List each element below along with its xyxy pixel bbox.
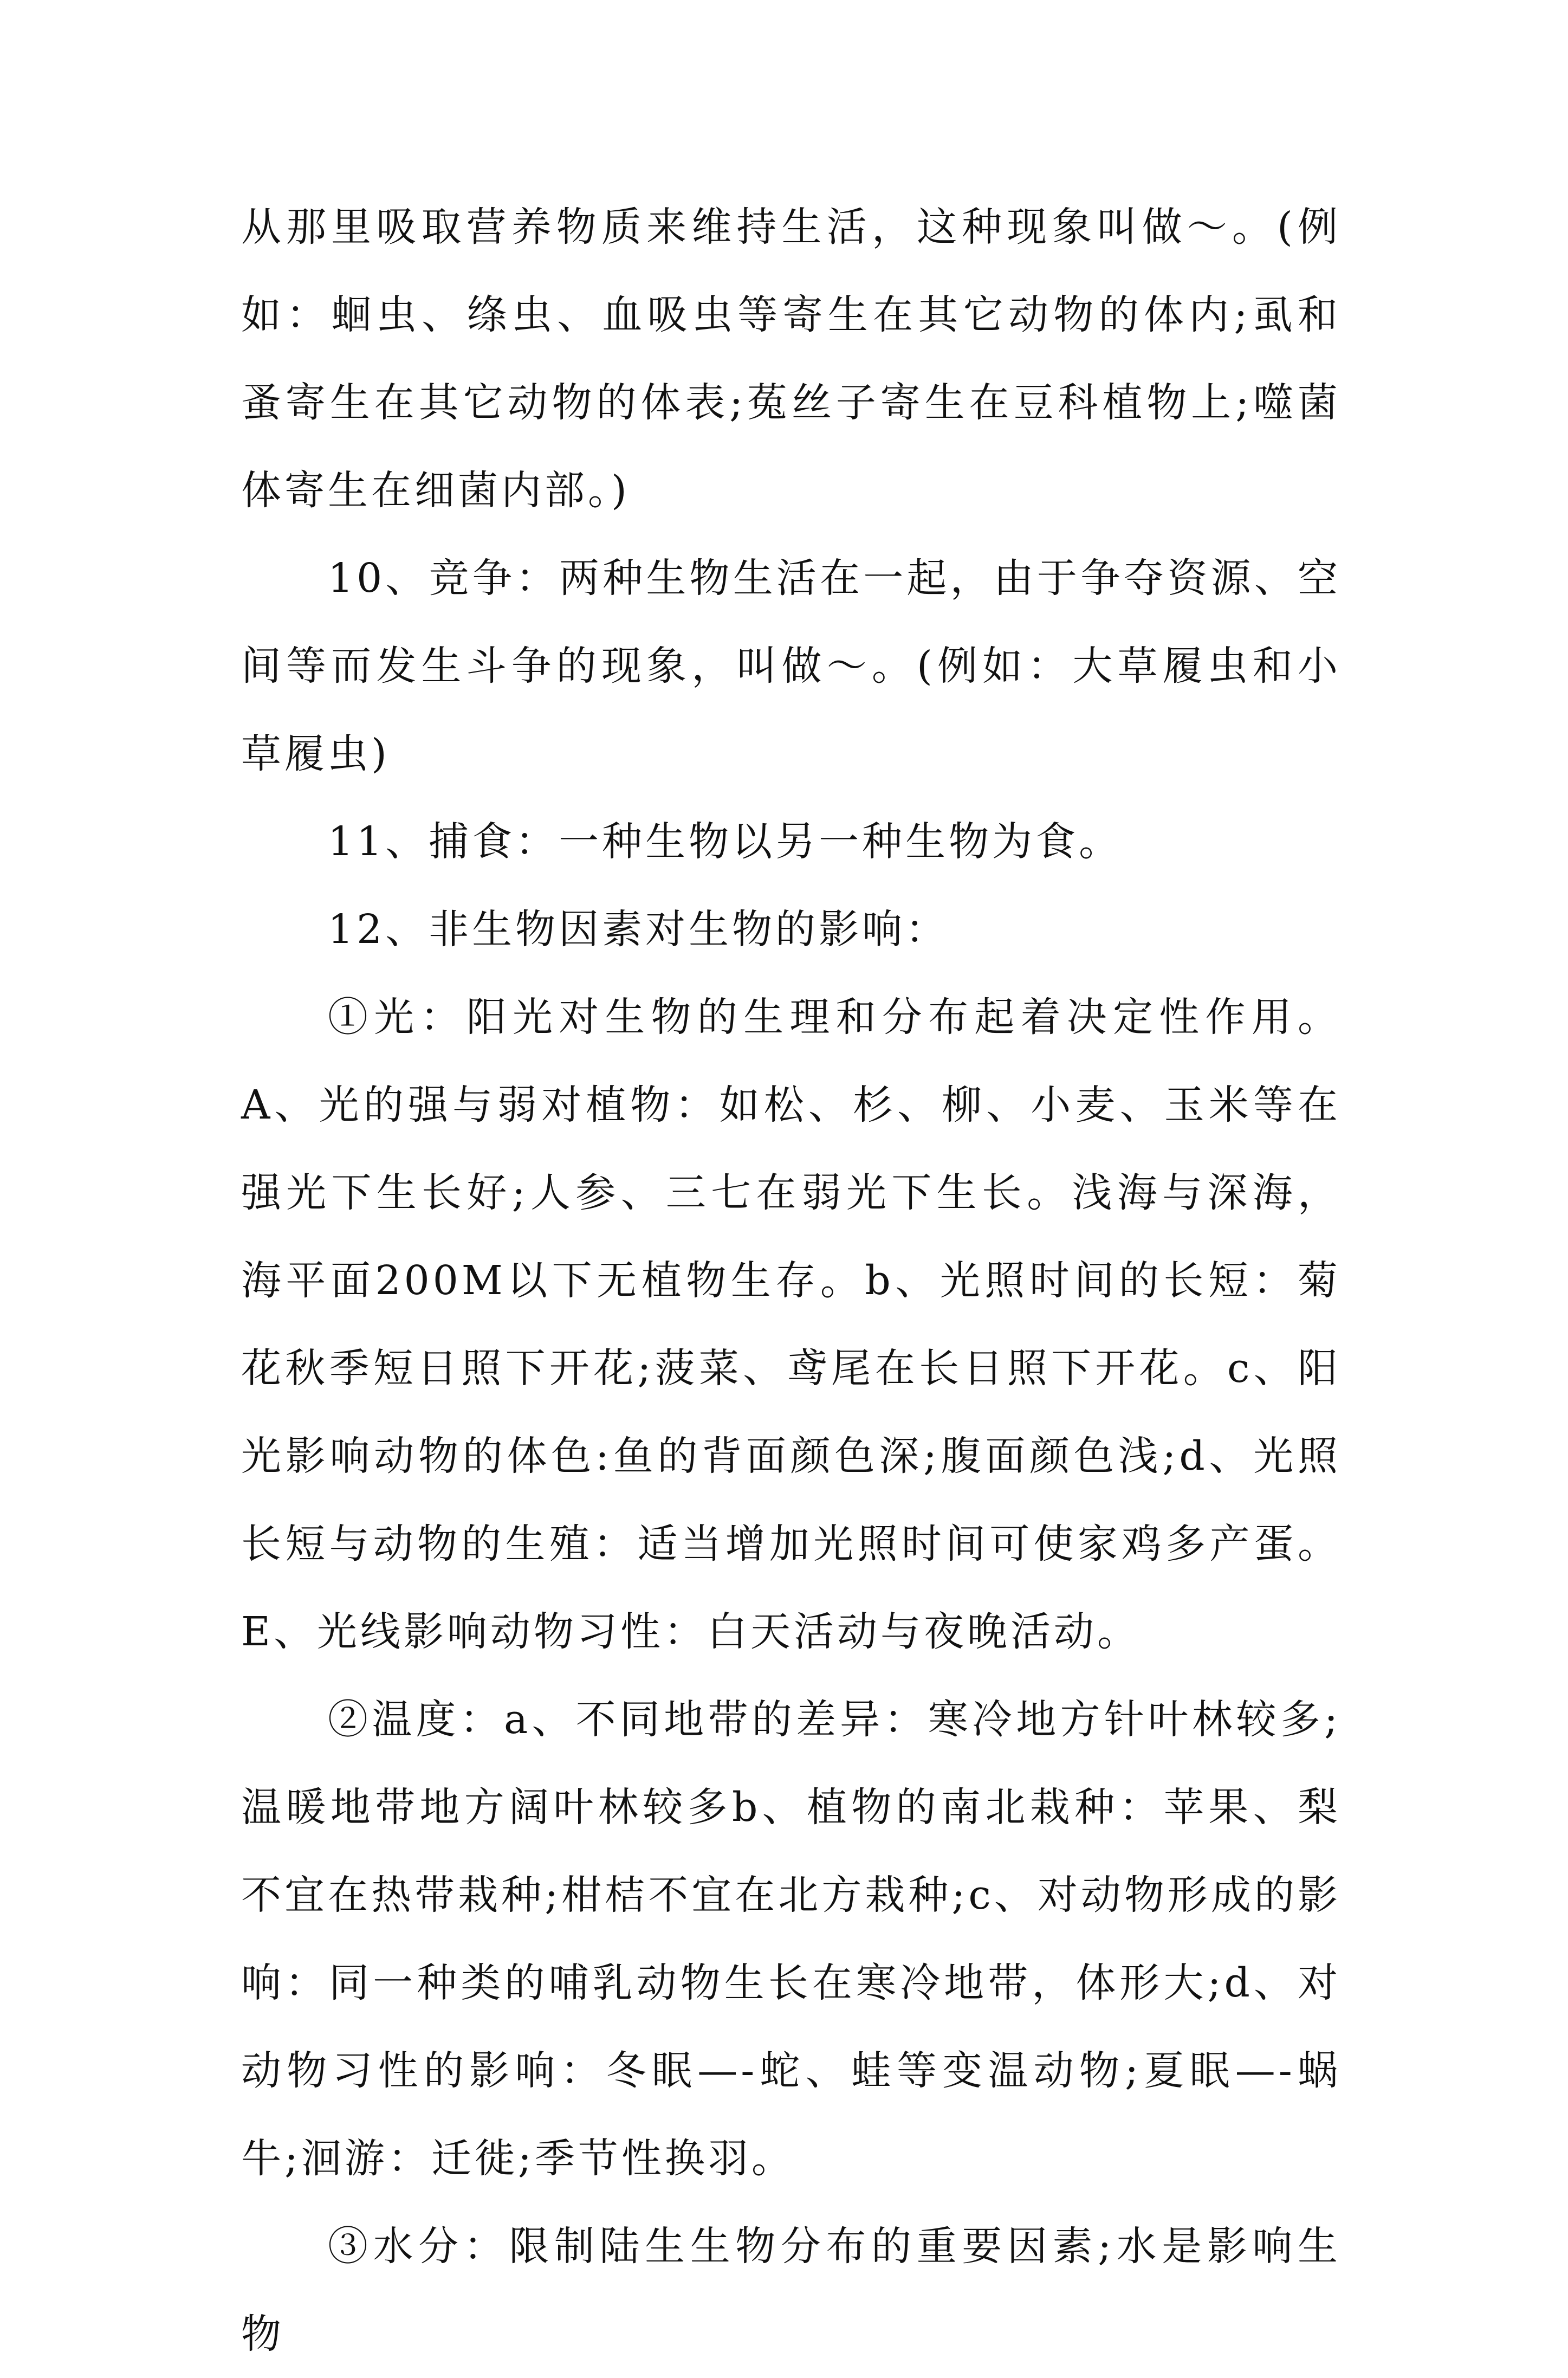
paragraph-abiotic-heading: 12、非生物因素对生物的影响：	[328, 906, 949, 953]
document-body	[241, 183, 1341, 2378]
paragraph-light: ①光：阳光对生物的生理和分布起着决定性作用。A、光的强与弱对植物：如松、杉、柳、小麦、玉米等在强光下生长好;人参、三七在弱光下生长。浅海与深海，海平面200M以下无植物生存。b、光照时间的长短：菊花秋季短日照下开花;菠菜、鸢尾在长日照下开花。c、阳光影响动物的体色:鱼的背面颜色深;腹面颜色浅;d、光照长短与动物的生殖：适当增加光照时间可使家鸡多产蛋。E、光线影响动物习性：白天活动与夜晚活动。	[241, 994, 1341, 1655]
paragraph-temperature: ②温度：a、不同地带的差异：寒冷地方针叶林较多;温暖地带地方阔叶林较多b、植物的南北栽种：苹果、梨不宜在热带栽种;柑桔不宜在北方栽种;c、对动物形成的影响：同一种类的哺乳动物生长在寒冷地带，体形大;d、对动物习性的影响：冬眠—-蛇、蛙等变温动物;夏眠—-蜗牛;洄游：迁徙;季节性换羽。	[241, 1696, 1341, 2182]
paragraph-parasitism: 从那里吸取营养物质来维持生活，这种现象叫做～。(例如：蛔虫、绦虫、血吸虫等寄生在其它动物的体内;虱和蚤寄生在其它动物的体表;菟丝子寄生在豆科植物上;噬菌体寄生在细菌内部。)	[241, 204, 1341, 514]
paragraph-predation: 11、捕食：一种生物以另一种生物为食。	[328, 818, 1123, 865]
paragraph-water: ③水分：限制陆生生物分布的重要因素;水是影响生物	[241, 2223, 1341, 2357]
paragraph-competition: 10、竞争：两种生物生活在一起，由于争夺资源、空间等而发生斗争的现象，叫做～。(例如：大草履虫和小草履虫)	[241, 555, 1341, 777]
